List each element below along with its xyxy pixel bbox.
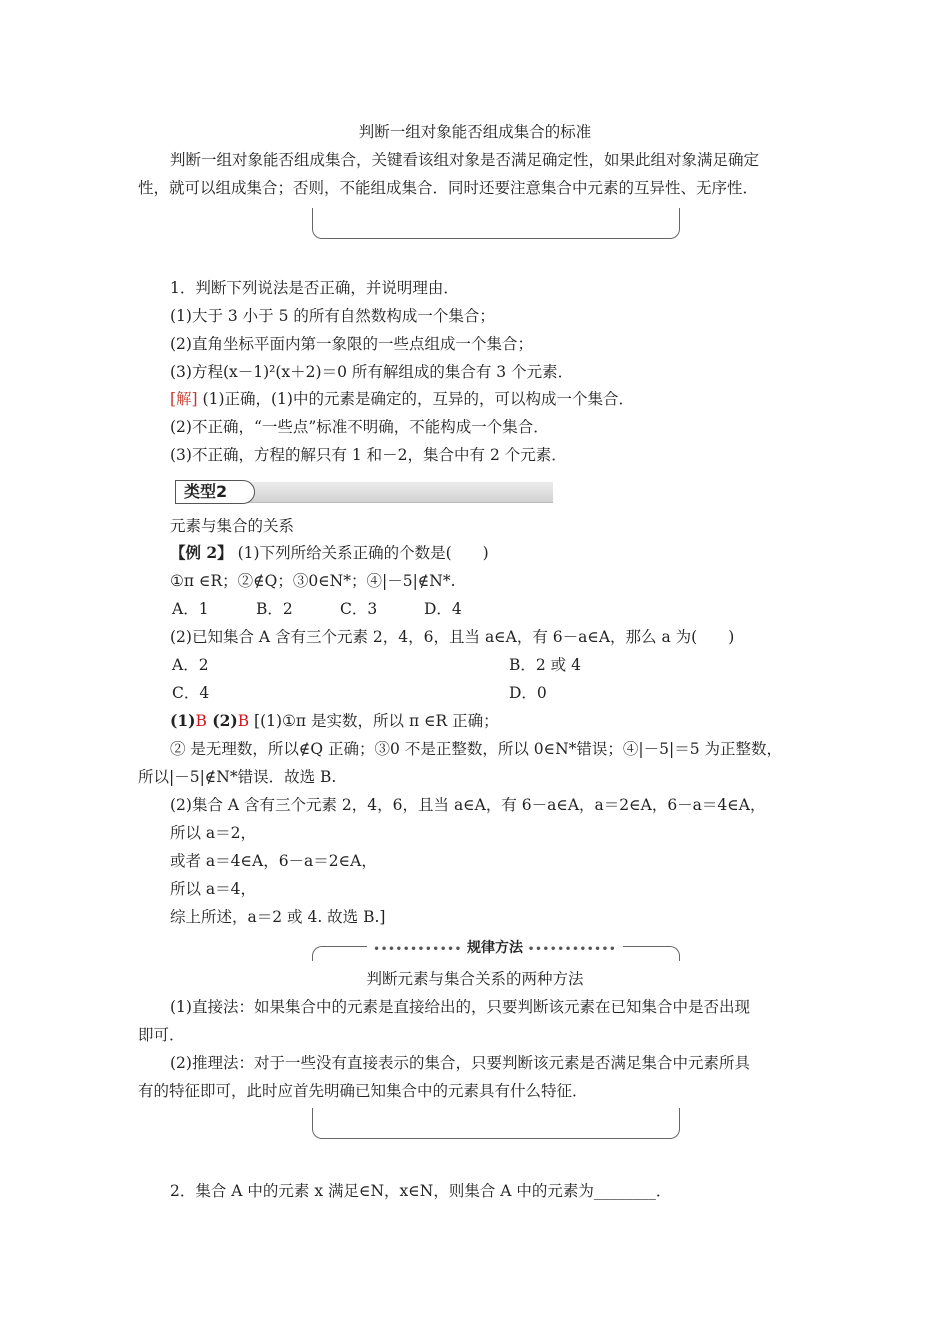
section-heading: 元素与集合的关系 (170, 517, 295, 535)
exercise-question: 2．集合 A 中的元素 x 满足∈N，x∈N，则集合 A 中的元素为________． (170, 1182, 672, 1200)
method-title: 判断元素与集合关系的两种方法 (366, 970, 584, 988)
exercise-item: (2)直角坐标平面内第一象限的一些点组成一个集合； (170, 335, 533, 353)
option-a: A．2 (172, 656, 209, 674)
example-question-2: (2)已知集合 A 含有三个元素 2，4，6，且当 a∈A，有 6－a∈A，那么 a 为( ) (170, 628, 735, 646)
answer-line (170, 711, 499, 731)
type-label: 类型2 (175, 480, 255, 504)
paragraph-line: 判断一组对象能否组成集合，关键看该组对象是否满足确定性，如果此组对象满足确定 (170, 151, 760, 169)
example-text: (1)下列所给关系正确的个数是( ) (232, 544, 489, 562)
section-title: 判断一组对象能否组成集合的标准 (358, 123, 592, 141)
exercise-item: (3)方程(x－1)²(x＋2)＝0 所有解组成的集合有 3 个元素． (170, 363, 574, 381)
method-line: 即可． (138, 1026, 185, 1044)
answer-choice: B (195, 712, 207, 730)
solution-label: [解] (170, 390, 198, 408)
answer-part-label: (1) (170, 711, 196, 730)
answer-text: [(1)①π 是实数，所以 π ∈R 正确； (249, 712, 499, 730)
exercise-item: (1)大于 3 小于 5 的所有自然数构成一个集合； (170, 307, 495, 325)
method-line: (2)推理法：对于一些没有直接表示的集合，只要判断该元素是否满足集合中元素所具 (170, 1054, 750, 1072)
example-items: ①π ∈R；②∉Q；③0∈N*；④|－5|∉N*. (170, 572, 456, 590)
method-badge (330, 937, 660, 957)
dots-decoration: •••••••••••• (527, 944, 617, 955)
option-a: A．1 (172, 600, 209, 618)
answer-line: (2)不正确，“一些点”标准不明确，不能构成一个集合． (170, 418, 549, 436)
method-line: (1)直接法：如果集合中的元素是直接给出的，只要判断该元素在已知集合中是否出现 (170, 998, 750, 1016)
answer-line (170, 389, 634, 409)
answer-line: 所以 a＝4， (170, 880, 257, 898)
example-question (170, 543, 489, 563)
method-line: 有的特征即可，此时应首先明确已知集合中的元素具有什么特征． (138, 1082, 588, 1100)
answer-line: 所以 a＝2， (170, 824, 257, 842)
answer-line: (3)不正确，方程的解只有 1 和－2，集合中有 2 个元素． (170, 446, 567, 464)
example-label: 【例 2】 (170, 543, 233, 562)
exercise-question: 1．判断下列说法是否正确，并说明理由． (170, 279, 459, 297)
answer-line: ② 是无理数，所以∉Q 正确；③0 不是正整数，所以 0∈N*错误；④|－5|＝5 为正整数， (170, 740, 782, 758)
answer-line: 所以|－5|∉N*错误．故选 B. (138, 768, 337, 786)
box-bottom-bracket (312, 208, 680, 239)
answer-choice: B (237, 712, 250, 730)
option-c: C．3 (340, 600, 378, 618)
box-bottom-bracket (312, 1108, 680, 1139)
answer-part-label: (2) (206, 711, 238, 730)
answer-line: 综上所述，a＝2 或 4. 故选 B.] (170, 908, 386, 926)
option-d: D．0 (509, 684, 547, 702)
dots-decoration: •••••••••••• (373, 944, 463, 955)
option-c: C．4 (172, 684, 210, 702)
paragraph-line: 性，就可以组成集合；否则，不能组成集合．同时还要注意集合中元素的互异性、无序性． (138, 179, 759, 197)
option-b: B．2 (256, 600, 293, 618)
answer-text: (1)正确，(1)中的元素是确定的，互异的，可以构成一个集合． (197, 390, 634, 408)
answer-line: (2)集合 A 含有三个元素 2，4，6，且当 a∈A，有 6－a∈A，a＝2∈A，6－a＝4∈A， (170, 796, 766, 814)
answer-line: 或者 a＝4∈A，6－a＝2∈A， (170, 852, 377, 870)
option-d: D．4 (424, 600, 462, 618)
method-badge-label: 规律方法 (467, 940, 523, 956)
option-b: B．2 或 4 (509, 656, 581, 674)
